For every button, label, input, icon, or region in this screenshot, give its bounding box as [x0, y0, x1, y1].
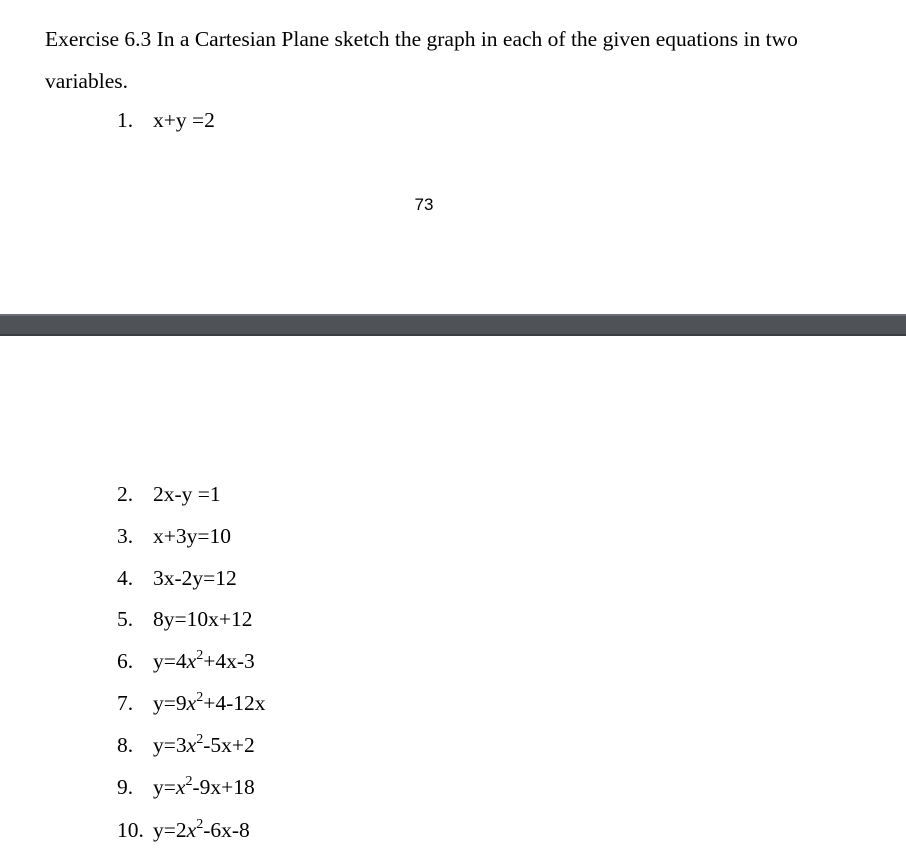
equation-item — [117, 560, 237, 596]
equation-item — [117, 727, 255, 763]
equation-number: 3. — [117, 524, 134, 548]
equation-text: $y=2x^2-6x-8$ — [153, 816, 250, 842]
equation-number: 1. — [117, 108, 134, 132]
equation-text: $y=4x^2+4x-3$ — [153, 647, 255, 673]
equation-number: 7. — [117, 691, 134, 715]
equation-text: 8y=10x+12 — [153, 607, 253, 631]
equation-text: $y=9x^2+4-12x$ — [153, 689, 266, 715]
equation-item — [117, 685, 265, 721]
equation-number: 4. — [117, 566, 134, 590]
equation-item — [117, 812, 250, 848]
exercise-heading: Exercise 6.3 In a Cartesian Plane sketch the graph in each of the given equations in two variables. — [45, 27, 798, 93]
page-number: 73 — [414, 195, 434, 214]
equation-number: 8. — [117, 733, 134, 757]
equation-number: 6. — [117, 649, 134, 673]
equation-text: 3x-2y=12 — [153, 566, 237, 590]
equation-item — [117, 102, 215, 138]
equation-item — [117, 769, 255, 805]
page-top — [0, 0, 906, 314]
equation-item — [117, 518, 231, 554]
equation-item — [117, 476, 221, 512]
page-separator — [0, 314, 906, 336]
equation-text: x+y =2 — [153, 108, 215, 132]
equation-item — [117, 601, 253, 637]
equation-item — [117, 643, 255, 679]
equation-text: x+3y=10 — [153, 524, 232, 548]
equation-number: 10. — [117, 818, 144, 842]
equation-number: 9. — [117, 775, 134, 799]
equation-number: 2. — [117, 482, 134, 506]
equation-number: 5. — [117, 607, 134, 631]
equation-text: 2x-y =1 — [153, 482, 221, 506]
equation-text: $y=x^2-9x+18$ — [153, 773, 255, 799]
equation-text: $y=3x^2-5x+2$ — [153, 731, 255, 757]
